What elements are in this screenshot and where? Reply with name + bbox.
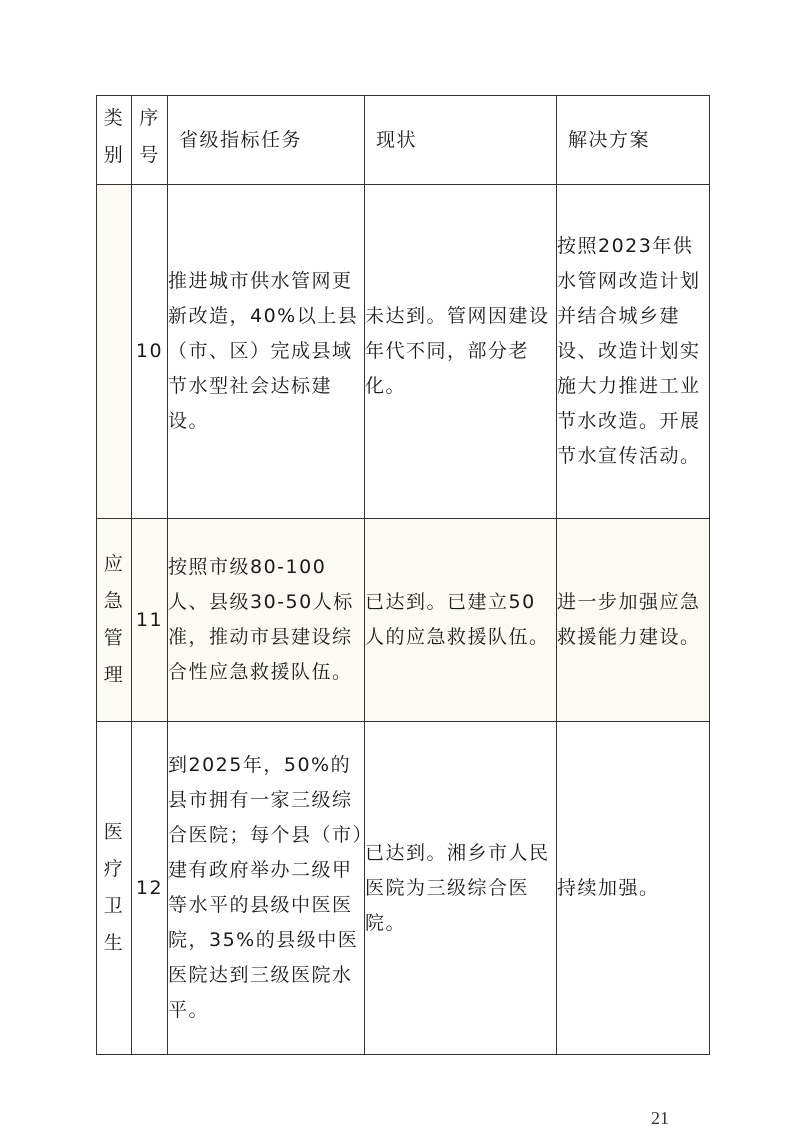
row-solution: 按照2023年供水管网改造计划并结合城乡建设、改造计划实施大力推进工业节水改造。开展节水宣传活动。 bbox=[557, 185, 710, 519]
row-number: 10 bbox=[132, 185, 168, 519]
row-status: 未达到。管网因建设年代不同，部分老化。 bbox=[365, 185, 557, 519]
header-number: 序号 bbox=[132, 96, 168, 185]
row-category bbox=[97, 185, 132, 519]
header-status: 现状 bbox=[365, 96, 557, 185]
row-task: 到2025年，50%的县市拥有一家三级综合医院；每个县（市）建有政府举办二级甲等水平的县级中医医院，35%的县级中医医院达到三级医院水平。 bbox=[168, 722, 365, 1055]
indicator-table bbox=[96, 95, 710, 1055]
row-status: 已达到。湘乡市人民医院为三级综合医院。 bbox=[365, 722, 557, 1055]
header-solution: 解决方案 bbox=[557, 96, 710, 185]
table-header-row bbox=[97, 96, 710, 185]
table-row bbox=[97, 519, 710, 722]
row-number: 12 bbox=[132, 722, 168, 1055]
row-solution: 进一步加强应急救援能力建设。 bbox=[557, 519, 710, 722]
table-row bbox=[97, 722, 710, 1055]
row-task: 按照市级80-100人、县级30-50人标准，推动市县建设综合性应急救援队伍。 bbox=[168, 519, 365, 722]
row-category: 医疗卫生 bbox=[97, 722, 132, 1055]
row-solution: 持续加强。 bbox=[557, 722, 710, 1055]
page-number: 21 bbox=[651, 1108, 669, 1128]
row-task: 推进城市供水管网更新改造，40%以上县（市、区）完成县域节水型社会达标建设。 bbox=[168, 185, 365, 519]
header-task: 省级指标任务 bbox=[168, 96, 365, 185]
row-number: 11 bbox=[132, 519, 168, 722]
table-row bbox=[97, 185, 710, 519]
header-category: 类别 bbox=[97, 96, 132, 185]
row-status: 已达到。已建立50人的应急救援队伍。 bbox=[365, 519, 557, 722]
row-category: 应急管理 bbox=[97, 519, 132, 722]
